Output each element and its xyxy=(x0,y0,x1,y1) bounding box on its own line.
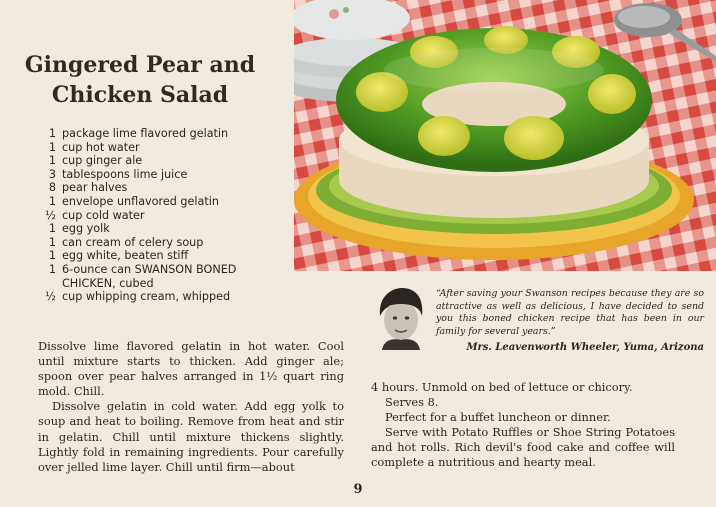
ingredient-text: package lime flavored gelatin xyxy=(62,127,229,140)
ingredient-list xyxy=(42,127,302,304)
ingredient-qty: 3 xyxy=(48,167,56,181)
ingredient-qty: 8 xyxy=(48,181,56,195)
directions-left-column xyxy=(38,339,344,475)
testimonial-author: Mrs. Leavenworth Wheeler, Yuma, Arizona xyxy=(466,342,704,353)
directions-paragraph: Dissolve lime flavored gelatin in hot water. Cool until mixture starts to thicken. Add ginger ale; spoon over pear halves arranged in 1½ quart ring mold. Chill. xyxy=(38,339,344,399)
ingredient-text: tablespoons lime juice xyxy=(62,167,188,181)
salad-photo xyxy=(294,0,716,271)
serving-tip: Perfect for a buffet luncheon or dinner. xyxy=(385,410,611,425)
ingredient-item xyxy=(42,222,302,236)
ingredient-item xyxy=(42,236,302,250)
ingredient-text: cup whipping cream, whipped xyxy=(62,290,231,304)
contributor-portrait xyxy=(374,286,428,350)
ingredient-qty: ½ xyxy=(45,290,56,304)
ingredient-qty: 1 xyxy=(48,127,56,140)
title-line-1: Gingered Pear and xyxy=(24,52,256,78)
ingredient-item xyxy=(42,168,302,182)
ingredient-text-continued: CHICKEN, cubed xyxy=(62,276,154,290)
ingredient-item xyxy=(42,195,302,209)
ingredient-text: egg yolk xyxy=(62,222,110,236)
page-number: 9 xyxy=(353,482,363,497)
ingredient-qty: 1 xyxy=(48,235,56,249)
ingredient-text: egg white, beaten stiff xyxy=(62,249,189,263)
ingredient-qty: 1 xyxy=(48,140,56,154)
title-line-2: Chicken Salad xyxy=(51,82,229,108)
ingredient-text: envelope unflavored gelatin xyxy=(62,194,219,208)
ingredient-qty: 1 xyxy=(48,154,56,168)
ingredient-text: can cream of celery soup xyxy=(62,235,204,249)
ingredient-item xyxy=(42,127,302,141)
ingredient-qty: 1 xyxy=(48,222,56,236)
ingredient-text: cup hot water xyxy=(62,140,140,154)
directions-paragraph: 4 hours. Unmold on bed of lettuce or chicory. xyxy=(371,380,633,394)
ingredient-item xyxy=(42,263,302,290)
ingredient-item xyxy=(42,181,302,195)
ingredient-text: cup cold water xyxy=(62,208,145,222)
salad-illustration xyxy=(294,0,716,271)
directions-right-column xyxy=(371,380,675,471)
ingredient-qty: 1 xyxy=(48,262,56,276)
servings: Serves 8. xyxy=(385,395,439,410)
ingredient-text: 6-ounce can SWANSON BONED xyxy=(62,262,237,276)
serving-suggestion: Serve with Potato Ruffles or Shoe String Potatoes and hot rolls. Rich devil's food cake and coffee will complete a nutritious and hearty meal. xyxy=(371,425,675,470)
testimonial-quote: “After saving your Swanson recipes because they are so attractive as well as delicious, I have decided to send you this boned chicken recipe that has been in our family for several years.” xyxy=(436,288,704,337)
ingredient-item xyxy=(42,141,302,155)
ingredient-qty: ½ xyxy=(45,208,56,222)
ingredient-item xyxy=(42,154,302,168)
ingredient-qty: 1 xyxy=(48,249,56,263)
ingredient-text: pear halves xyxy=(62,181,128,195)
directions-paragraph: Dissolve gelatin in cold water. Add egg yolk to soup and heat to boiling. Remove from heat and stir in gelatin. Chill until mixture thickens slightly. Lightly fold in remaining ingredients. Pour carefully over jelled lime layer. Chill until firm—about xyxy=(38,399,344,474)
recipe-title xyxy=(20,50,260,110)
ingredient-qty: 1 xyxy=(48,194,56,208)
ingredient-item xyxy=(42,249,302,263)
ingredient-item xyxy=(42,290,302,304)
ingredient-text: cup ginger ale xyxy=(62,154,143,168)
ingredient-item xyxy=(42,209,302,223)
